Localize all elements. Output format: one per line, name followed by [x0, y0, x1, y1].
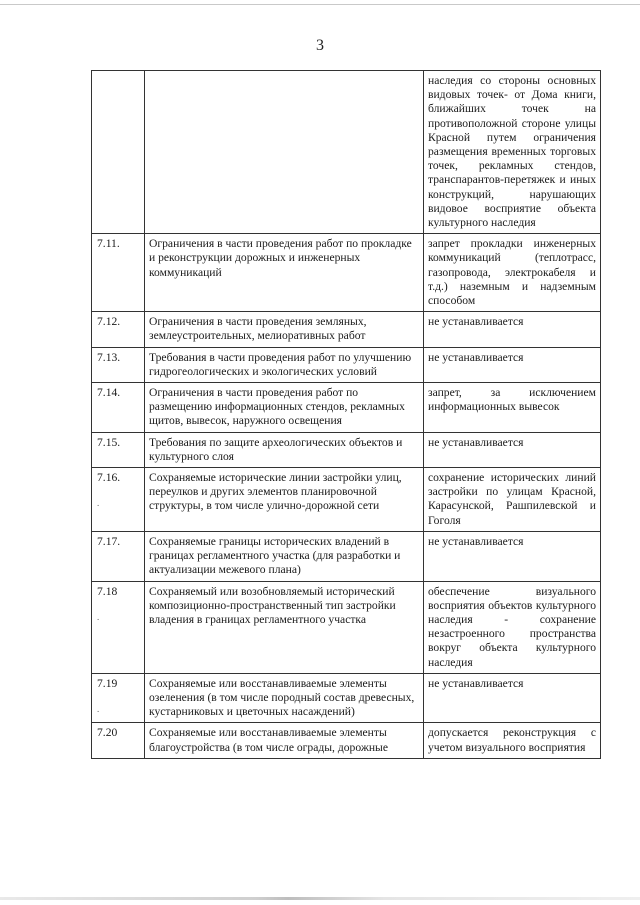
row-value: не устанавливается: [424, 312, 601, 347]
row-requirement: Ограничения в части проведения работ по размещению информационных стендов, рекламных щитов, вывесок, наружного освещения: [145, 383, 424, 433]
regulations-table: [91, 70, 601, 759]
row-number: 7.15.: [92, 432, 145, 467]
row-number: 7.12.: [92, 312, 145, 347]
scan-mark: .: [97, 703, 100, 714]
scan-edge-artifact: [0, 897, 640, 900]
scan-mark: .: [97, 498, 100, 509]
table-row: [92, 71, 601, 234]
row-number: 7.14.: [92, 383, 145, 433]
table-row: [92, 531, 601, 581]
row-value: запрет, за исключением информационных вывесок: [424, 383, 601, 433]
row-value: наследия со стороны основных видовых точек- от Дома книги, ближайших точек на противоположной стороне улицы Красной путем ограничения размещения временных торговых точек, рекламных стендов, транспарантов-перетяжек и иных конструкций, нарушающих видовое восприятие объекта культурного наследия: [424, 71, 601, 234]
page-number: 3: [316, 37, 324, 54]
table-row: [92, 234, 601, 312]
row-requirement: Сохраняемые или восстанавливаемые элементы озеленения (в том числе породный состав древесных, кустарниковых и цветочных насаждений): [145, 673, 424, 723]
table-row: [92, 432, 601, 467]
row-number-cell: [92, 581, 145, 673]
row-value: не устанавливается: [424, 347, 601, 382]
row-value: не устанавливается: [424, 673, 601, 723]
table-row: [92, 312, 601, 347]
row-requirement: Сохраняемые исторические линии застройки улиц, переулков и других элементов планировочной структуры, в том числе улично-дорожной сети: [145, 468, 424, 532]
row-number: 7.13.: [92, 347, 145, 382]
row-requirement: Требования по защите археологических объектов и культурного слоя: [145, 432, 424, 467]
row-number-cell: [92, 468, 145, 532]
row-number: 7.17.: [92, 531, 145, 581]
row-requirement: Сохраняемые границы исторических владений в границах регламентного участка (для разработки и актуализации межевого плана): [145, 531, 424, 581]
table-row: [92, 581, 601, 673]
row-value: не устанавливается: [424, 531, 601, 581]
table-row: [92, 347, 601, 382]
row-value: запрет прокладки инженерных коммуникаций (теплотрасс, газопровода, электрокабеля и т.д.) наземным и надземным способом: [424, 234, 601, 312]
table-row: [92, 673, 601, 723]
row-number: 7.19: [97, 676, 118, 690]
row-number: 7.11.: [92, 234, 145, 312]
row-value: сохранение исторических линий застройки по улицам Красной, Карасунской, Рашпилевской и Гоголя: [424, 468, 601, 532]
table-row: [92, 723, 601, 758]
row-requirement: Ограничения в части проведения работ по прокладке и реконструкции дорожных и инженерных коммуникаций: [145, 234, 424, 312]
row-number-cell: [92, 673, 145, 723]
row-value: не устанавливается: [424, 432, 601, 467]
row-requirement: [145, 71, 424, 234]
table-row: [92, 383, 601, 433]
row-requirement: Сохраняемый или возобновляемый исторический композиционно-пространственный тип застройки владения в границах регламентного участка: [145, 581, 424, 673]
row-number: [92, 71, 145, 234]
row-requirement: Ограничения в части проведения земляных, землеустроительных, мелиоративных работ: [145, 312, 424, 347]
row-requirement: Сохраняемые или восстанавливаемые элементы благоустройства (в том числе ограды, дорожные: [145, 723, 424, 758]
row-requirement: Требования в части проведения работ по улучшению гидрогеологических и экологических условий: [145, 347, 424, 382]
row-number: 7.18: [97, 584, 118, 598]
row-value: обеспечение визуального восприятия объектов культурного наследия - сохранение незастроенного пространства вокруг объекта культурного наследия: [424, 581, 601, 673]
row-number: 7.16.: [97, 471, 121, 485]
row-value: допускается реконструкция с учетом визуального восприятия: [424, 723, 601, 758]
row-number: 7.20: [92, 723, 145, 758]
scan-mark: .: [97, 611, 100, 622]
top-border-line: [0, 4, 640, 5]
table-row: [92, 468, 601, 532]
